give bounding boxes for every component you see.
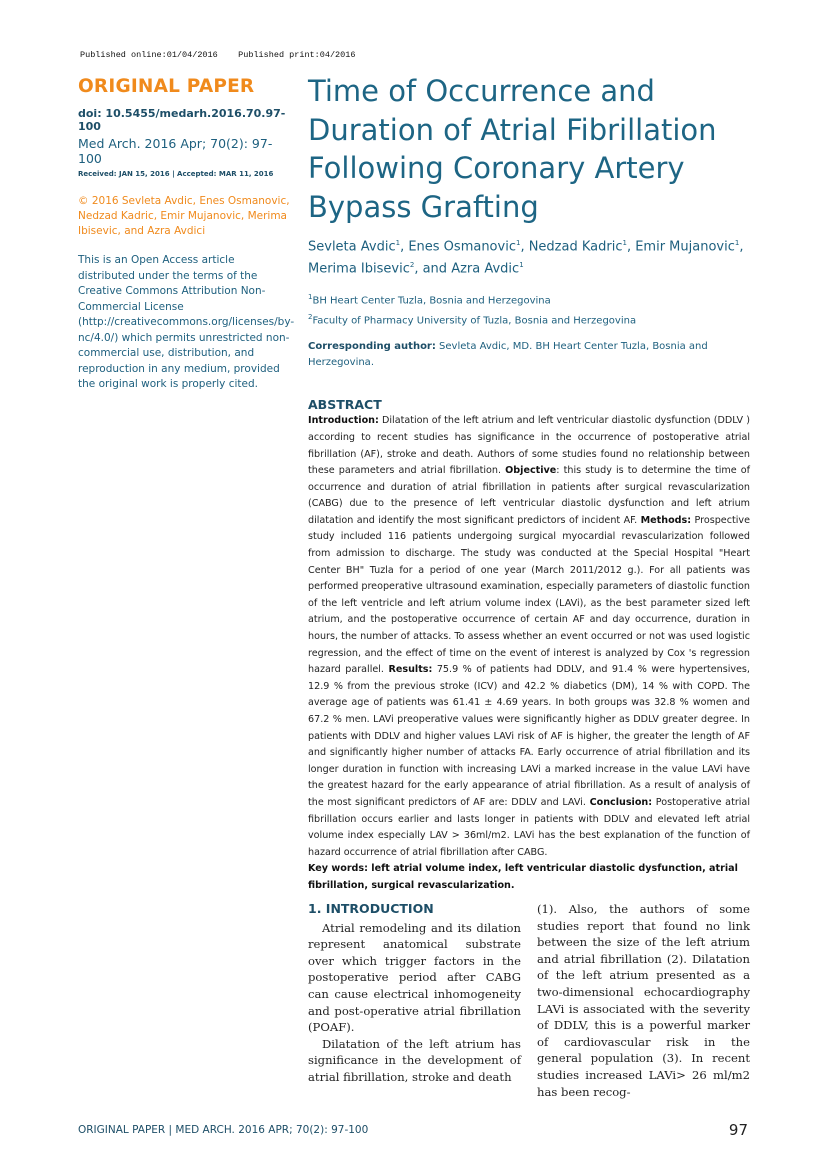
affiliation [308,309,750,329]
author-name: Azra Avdic [451,261,520,277]
affiliation-number: 2 [308,312,313,321]
section-heading: 1. INTRODUCTION [308,901,434,916]
author-name: Emir Mujanovic [635,239,735,255]
author-affiliation-number: 1 [519,261,524,270]
abstract-label: Introduction: [308,415,379,427]
license-text: This is an Open Access article distributed under the terms of the Creative Commons Attribution Non-Commercial License (http://creativecommons.org/licenses/by-nc/4.0/) which permits unrestricted non-commercial use, distribution, and reproduction in any medium, provided the original work is properly cited. [78,254,295,390]
doi-link[interactable]: doi: 10.5455/medarh.2016.70.97-100 [78,107,286,133]
received-accepted-dates: Received: JAN 15, 2016 | Accepted: MAR 11, 2016 [78,170,274,178]
article-type: ORIGINAL PAPER [78,76,255,97]
author-affiliation-number: 1 [734,239,740,247]
author-name: Sevleta Avdic [308,239,396,255]
abstract-label: Conclusion: [589,796,653,808]
copyright: © 2016 Sevleta Avdic, Enes Osmanovic, Nedzad Kadric, Emir Mujanovic, Merima Ibisevic, and Azra Avdici [78,195,290,237]
author-separator: , [520,239,529,255]
abstract-text: 75.9 % of patients had DDLV, and 91.4 % were hypertensives, 12.9 % from the previous stroke (ICV) and 42.2 % diabetics (DM), 14 % with COPD. The average age of patients was 61.41 ± 4.69 years. In both groups was 32.8 % women and 67.2 % men. LAVi preoperative values were significantly higher as DDLV greater degree. In patients with DDLV and higher values LAVi risk of AF is higher, the greater the length of AF and significantly higher number of attacks FA. Early occurrence of atrial fibrillation and its longer duration in function with increasing LAVi a marked increase in the value LAVi have the greatest hazard for the early appearance of atrial fibrillation. As a result of analysis of the most significant predictors of AF are: DDLV and LAVi. [308,664,750,808]
abstract-label: Objective [505,465,557,477]
body-columns [308,901,750,1100]
author-name: Nedzad Kadric [528,239,623,255]
affiliation [308,289,750,309]
abstract-text: : this study is to determine the time of occurrence and duration of atrial fibrillation in patients after surgical revascularization (CABG) due to the presence of left ventricular diastolic dysfunction and left atrium dilatation and identify the most significant predictors of incident AF. [308,465,750,526]
body-column-1 [308,901,521,1100]
citation: Med Arch. 2016 Apr; 70(2): 97-100 [78,136,273,166]
author-list [308,234,750,279]
publication-dates [80,50,355,60]
author-separator: , [626,239,636,255]
affiliation-text: Faculty of Pharmacy University of Tuzla, Bosnia and Herzegovina [312,315,637,327]
article-header [308,72,750,895]
keywords: Key words: left atrial volume index, left ventricular diastolic dysfunction, atrial fibrillation, surgical revascularization. [308,863,738,891]
abstract-text: Postoperative atrial fibrillation occurs earlier and lasts longer in patients with DDLV and elevated left atrial volume index especially LAV > 36ml/m2. LAVi has the best explanation of the function of hazard occurrence of atrial fibrillation after CABG. [308,796,750,858]
affiliation-number: 1 [308,292,313,301]
affiliation-text: BH Heart Center Tuzla, Bosnia and Herzegovina [312,294,551,306]
author-affiliation-number: 2 [409,261,415,270]
affiliations [308,289,750,330]
author-affiliation-number: 1 [622,239,627,247]
abstract-heading: ABSTRACT [308,397,382,413]
abstract-label: Methods: [640,514,692,526]
body-column-2 [537,901,750,1100]
author-affiliation-number: 1 [395,239,401,247]
sidebar [78,76,293,393]
abstract-body [308,413,750,861]
page-number: 97 [728,1121,748,1139]
footer-citation: ORIGINAL PAPER | MED ARCH. 2016 APR; 70(2): 97-100 [78,1124,369,1136]
corresponding-label: Corresponding author: [308,341,436,353]
author-separator: , [739,239,744,255]
body-paragraph: Atrial remodeling and its dilation represent anatomical substrate over which trigger factors in the postoperative period after CABG can cause electrical inhomogeneity and post-operative atrial fibrillation (POAF). [308,920,521,1035]
author-separator: , and [414,261,452,277]
corresponding-text: Sevleta Avdic, MD. BH Heart Center Tuzla, Bosnia and Herzegovina. [308,341,708,369]
abstract-text: Prospective study included 116 patients undergoing surgical myocardial revascularization followed from admission to discharge. The study was conducted at the Special Hospital "Heart Center BH" Tuzla for a period of one year (March 2011/2012 g.). For all patients was performed preoperative ultrasound examination, especially parameters of diastolic function of the left ventricle and left atrium volume index (LAVi), as the best parameter sized left atrium, and the postoperative occurrence of certain AF and day occurrence, duration in hours, the number of attacks. To assess whether an event occurred or not was used logistic regression, and the effect of time on the event of interest is analyzed by Cox 's regression hazard parallel. [308,514,750,676]
author-name: Merima Ibisevic [308,261,410,277]
corresponding-author [308,339,750,371]
published-online: Published online:01/04/2016 [80,50,218,60]
article-title: Time of Occurrence and Duration of Atrial Fibrillation Following Coronary Artery Bypass Grafting [308,74,717,224]
body-paragraph: (1). Also, the authors of some studies report that found no link between the size of the left atrium and atrial fibrillation (2). Dilatation of the left atrium presented as a two-dimensional echocardiography LAVi is associated with the severity of DDLV, this is a powerful marker of cardiovascular risk in the general population (3). In recent studies increased LAVi> 26 ml/m2 has been recog- [537,902,750,1099]
author-affiliation-number: 1 [515,239,521,247]
author-separator: , [400,239,409,255]
body-paragraph: Dilatation of the left atrium has significance in the development of atrial fibrillation, stroke and death [308,1036,521,1084]
published-print: Published print:04/2016 [238,50,356,60]
abstract-text: Dilatation of the left atrium and left ventricular diastolic dysfunction (DDLV ) according to recent studies has significance in the occurrence of postoperative atrial fibrillation (AF), stroke and death. Authors of some studies found no relationship between these parameters and atrial fibrillation. [308,415,750,477]
abstract-label: Results: [388,664,433,676]
author-name: Enes Osmanovic [408,239,516,255]
